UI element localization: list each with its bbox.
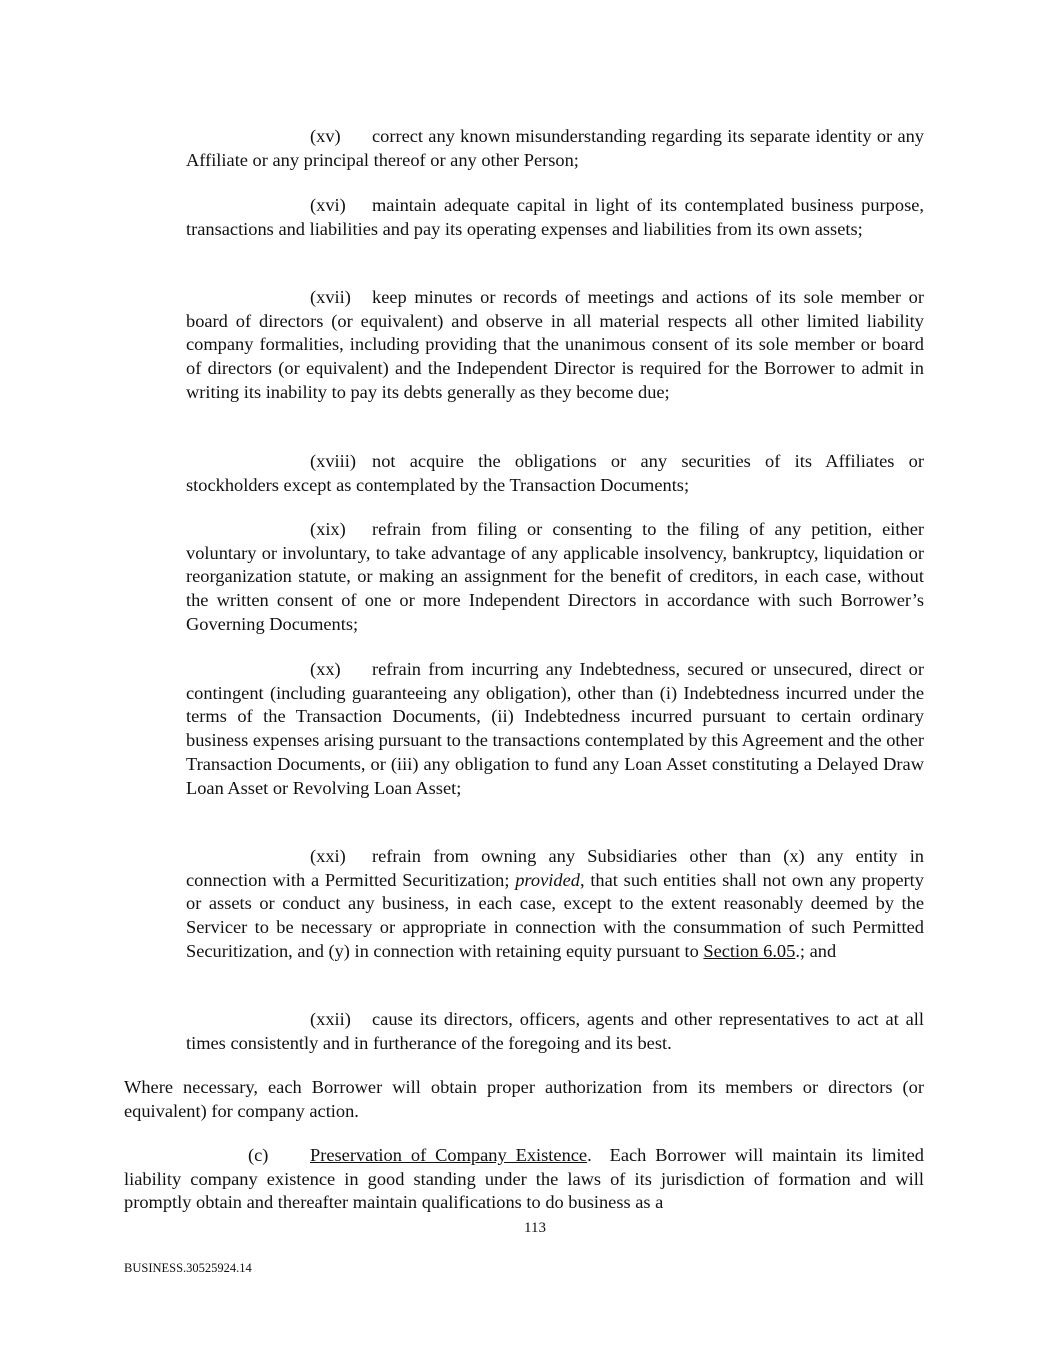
clause-xix (186, 518, 924, 637)
clause-xvii (186, 286, 924, 405)
clause-text: maintain adequate capital in light of its contemplated business purpose, transactions and liabilities and pay its operating expenses and liabilities from its own assets; (186, 195, 924, 239)
page-number: 113 (524, 1220, 546, 1236)
clause-xxi (186, 845, 924, 964)
clause-text: refrain from owning any Subsidiaries other than (x) any entity in connection with a Permitted Securitization; (186, 846, 924, 890)
clause-xviii (186, 450, 924, 497)
clause-text: refrain from filing or consenting to the filing of any petition, either voluntary or involuntary, to take advantage of any applicable insolvency, bankruptcy, liquidation or reorganization statute, or making an assignment for the benefit of creditors, in each case, without the written consent of one or more Independent Directors in accordance with such Borrower’s Governing Documents; (186, 519, 924, 634)
clause-text: correct any known misunderstanding regarding its separate identity or any Affiliate or any principal thereof or any other Person; (186, 126, 924, 170)
clause-text: cause its directors, officers, agents and other representatives to act at all times consistently and in furtherance of the foregoing and its best. (186, 1009, 924, 1053)
clause-xv (186, 125, 924, 172)
section-heading: Preservation of Company Existence (310, 1145, 588, 1165)
clause-number: (xviii) (310, 451, 356, 471)
section-reference-link[interactable]: Section 6.05 (703, 940, 796, 961)
clause-text: not acquire the obligations or any securities of its Affiliates or stockholders except as contemplated by the Transaction Documents; (186, 451, 924, 495)
clause-number: (xv) (310, 126, 341, 146)
clause-number: (xvii) (310, 287, 351, 307)
clause-number: (xvi) (310, 195, 346, 215)
clause-xx (186, 658, 924, 800)
clause-text-end: .; and (795, 940, 837, 961)
section-text: Each Borrower will maintain its limited liability company existence in good standing under the laws of its jurisdiction of formation and will promptly obtain and thereafter maintain qualifications to do business as a (124, 1145, 924, 1213)
section-c-paragraph (124, 1144, 924, 1215)
clause-number: (xix) (310, 519, 346, 539)
clause-text: keep minutes or records of meetings and actions of its sole member or board of directors (or equivalent) and observe in all material respects all other limited liability company formalities, including providing that the unanimous consent of its sole member or board of directors (or equivalent) and the Independent Director is required for the Borrower to admit in writing its inability to pay its debts generally as they become due; (186, 287, 924, 402)
clause-xxii (186, 1008, 924, 1055)
where-necessary-paragraph (124, 1076, 924, 1123)
clause-number: (xx) (310, 659, 341, 679)
paragraph-text: Where necessary, each Borrower will obtain proper authorization from its members or directors (or equivalent) for company action. (124, 1077, 924, 1121)
clause-number: (xxii) (310, 1009, 351, 1029)
document-id: BUSINESS.30525924.14 (124, 1261, 252, 1275)
clause-number: (xxi) (310, 846, 346, 866)
clause-text-continued: , that such entities shall not own any property or assets or conduct any business, in each case, except to the extent reasonably deemed by the Servicer to be necessary or appropriate in connection with the consummation of such Permitted Securitization, and (y) in connection with retaining equity pursuant to (186, 869, 924, 961)
clause-xvi (186, 194, 924, 241)
clause-text: refrain from incurring any Indebtedness, secured or unsecured, direct or contingent (including guaranteeing any obligation), other than (i) Indebtedness incurred under the terms of the Transaction Documents, (ii) Indebtedness incurred pursuant to certain ordinary business expenses arising pursuant to the transactions contemplated by this Agreement and the other Transaction Documents, or (iii) any obligation to fund any Loan Asset constituting a Delayed Draw Loan Asset or Revolving Loan Asset; (186, 659, 925, 798)
heading-suffix: . (587, 1145, 610, 1165)
section-number: (c) (248, 1145, 269, 1165)
provided-italic: provided (515, 869, 580, 890)
